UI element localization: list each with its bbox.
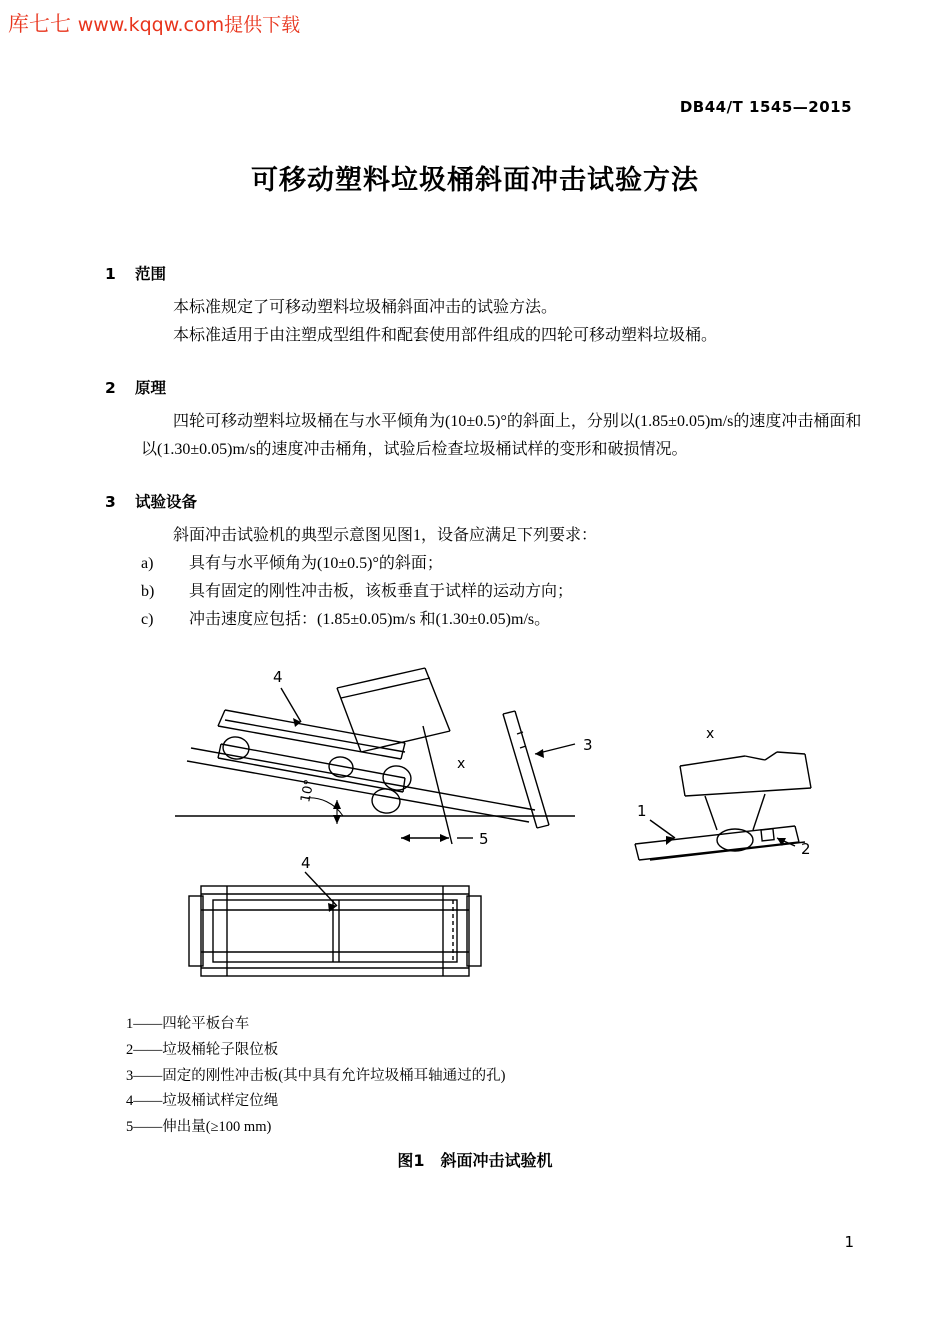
- figure-caption: 图1 斜面冲击试验机: [397, 1151, 553, 1170]
- list-item-text-a: 具有与水平倾角为(10±0.5)°的斜面；: [189, 555, 443, 572]
- legend-item-1: 1——四轮平板台车: [126, 1016, 250, 1032]
- leader-4-bottom: [305, 872, 337, 906]
- watermark-site-name: 库七七: [8, 12, 71, 36]
- list-item: [141, 578, 865, 606]
- section-heading-3: [105, 490, 865, 512]
- list-item-text-c: 冲击速度应包括：(1.85±0.05)m/s 和(1.30±0.05)m/s。: [189, 611, 551, 628]
- list-item-label-a: a): [141, 555, 154, 572]
- impact-plate: [503, 711, 549, 828]
- callout-1: 1: [637, 802, 647, 820]
- section-3-para-1: 斜面冲击试验机的典型示意图见图1，设备应满足下列要求：: [173, 527, 598, 544]
- legend-item-4: 4——垃圾桶试样定位绳: [126, 1093, 279, 1110]
- callout-x-right: x: [706, 726, 715, 742]
- section-title-1: 范围: [135, 265, 167, 283]
- section-1-para-2: 本标准适用于由注塑成型组件和配套使用部件组成的四轮可移动塑料垃圾桶。: [173, 327, 718, 344]
- figure-legend: [126, 1012, 505, 1141]
- watermark: [8, 8, 300, 38]
- callout-3: 3: [583, 736, 593, 754]
- callout-5: 5: [479, 830, 489, 848]
- section-title-3: 试验设备: [135, 493, 198, 511]
- standard-number: DB44/T 1545—2015: [679, 98, 852, 116]
- list-item-label-b: b): [141, 583, 155, 600]
- bin-sample: [337, 668, 450, 752]
- section-heading-1: [105, 262, 865, 284]
- page-title: 可移动塑料垃圾桶斜面冲击试验方法: [251, 165, 699, 196]
- legend-item-5: 5——伸出量(≥100 mm): [126, 1119, 272, 1136]
- section-2-para-1: 四轮可移动塑料垃圾桶在与水平倾角为(10±0.5)°的斜面上，分别以(1.85±0.05)m/s的速度冲击桶面和以(1.30±0.05)m/s的速度冲击桶角，试验后检查垃圾桶试样的变形和破损情况。: [141, 413, 862, 458]
- cart-platform: [218, 710, 405, 759]
- callout-angle: 10°: [298, 778, 318, 804]
- figure-svg: [105, 648, 865, 1008]
- document-body: [105, 236, 865, 634]
- callout-2: 2: [801, 840, 811, 858]
- section-1-para-1: 本标准规定了可移动塑料垃圾桶斜面冲击的试验方法。: [173, 299, 558, 316]
- list-item-text-b: 具有固定的刚性冲击板，该板垂直于试样的运动方向；: [189, 583, 574, 600]
- leader-4-top: [281, 688, 301, 722]
- list-item: [141, 606, 865, 634]
- callout-4-bottom: 4: [301, 854, 311, 872]
- section-number-3: 3: [105, 493, 116, 511]
- section-number-2: 2: [105, 379, 116, 397]
- section-number-1: 1: [105, 265, 116, 283]
- legend-item-2: 2——垃圾桶轮子限位板: [126, 1041, 279, 1058]
- legend-item-3: 3——固定的刚性冲击板(其中具有允许垃圾桶耳轴通过的孔): [126, 1067, 506, 1084]
- page-number: 1: [844, 1233, 854, 1251]
- wheel-rear-top: [381, 764, 413, 792]
- plan-view: [189, 886, 481, 976]
- list-item: [141, 550, 865, 578]
- list-item-label-c: c): [141, 611, 154, 628]
- watermark-url: www.kqqw.com提供下载: [77, 14, 301, 36]
- section-heading-2: [105, 376, 865, 398]
- corner-impact-inset: [635, 752, 811, 860]
- callout-4-top: 4: [273, 668, 283, 686]
- section-title-2: 原理: [135, 379, 167, 397]
- callout-x-left: x: [457, 756, 466, 772]
- figure-1-diagram: [105, 648, 865, 1008]
- leader-1: [650, 820, 675, 838]
